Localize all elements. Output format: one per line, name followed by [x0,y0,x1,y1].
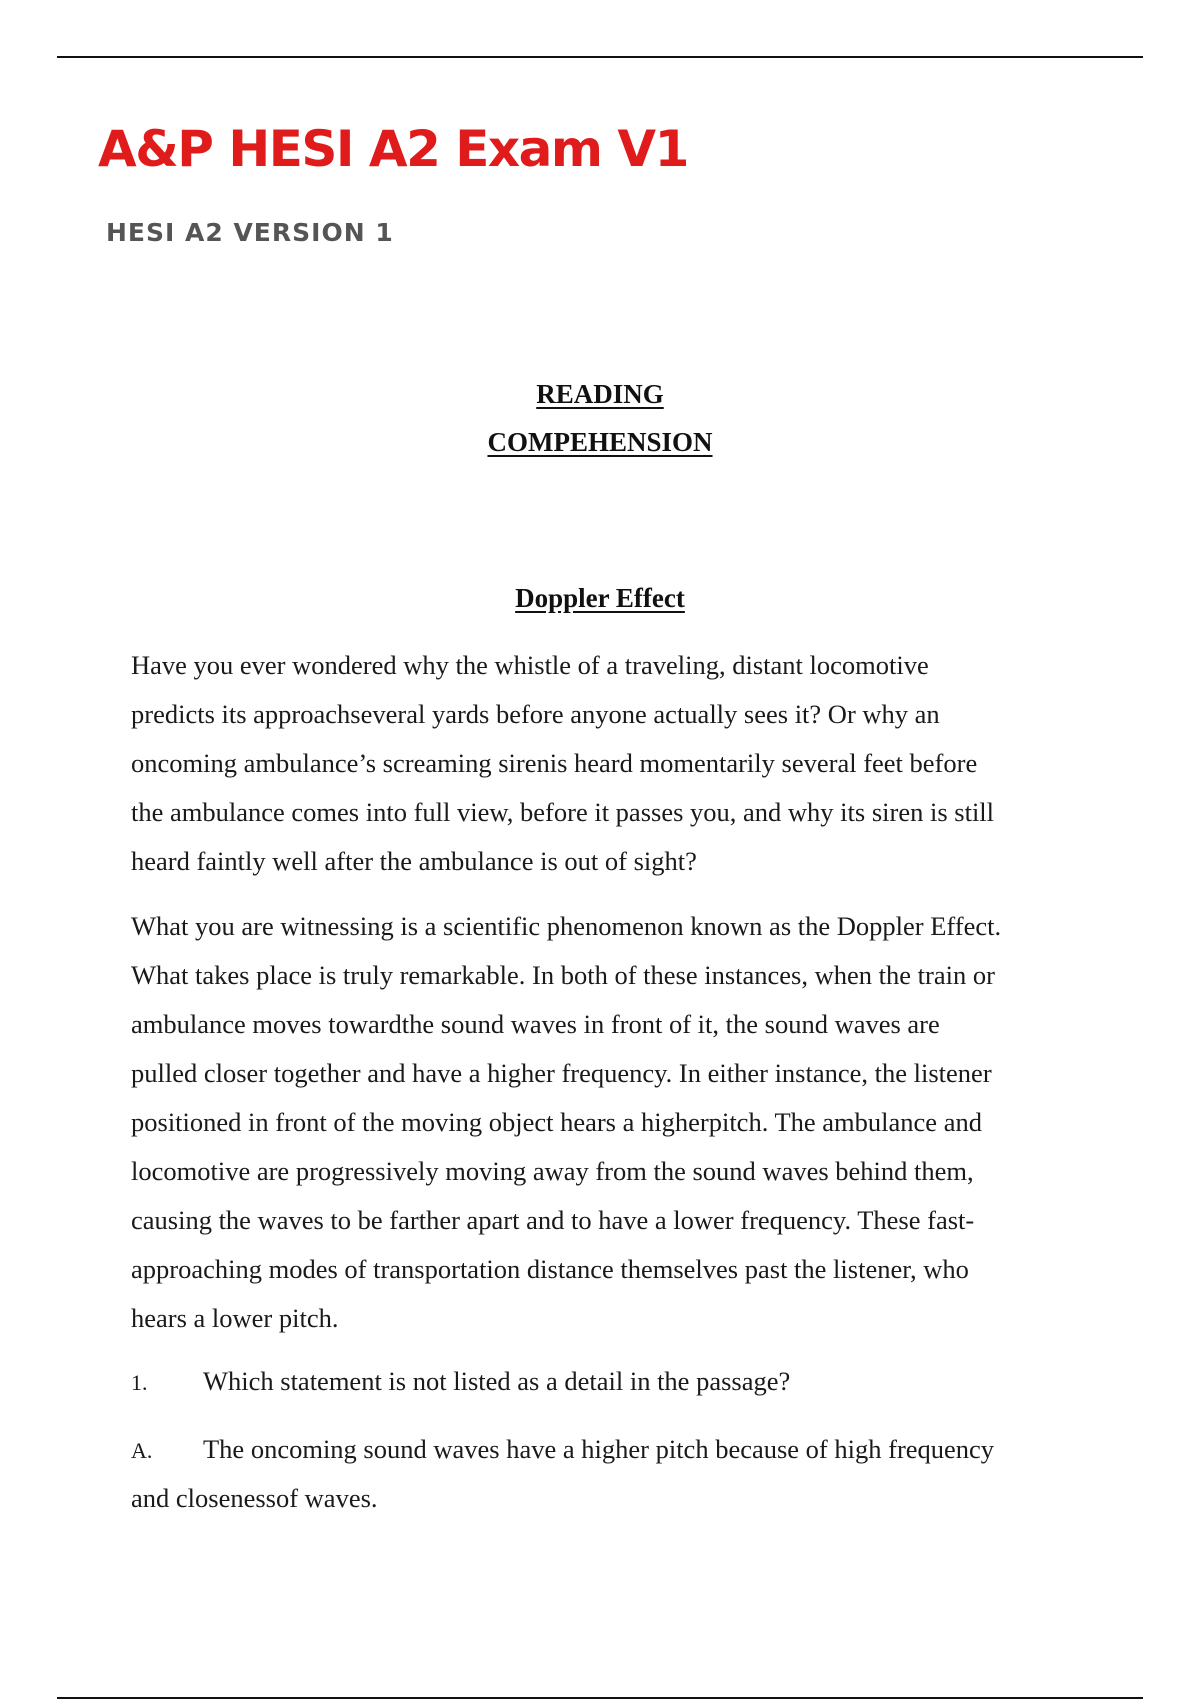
section-heading-line2: COMPEHENSION [487,427,713,457]
paragraph-2 [131,902,1091,1343]
option-letter: A. [131,1438,153,1463]
paragraph-line: positioned in front of the moving object hears a higherpitch. The ambulance and [131,1107,982,1137]
paragraph-line: pulled closer together and have a higher frequency. In either instance, the listener [131,1058,992,1088]
paragraph-line: Have you ever wondered why the whistle of a traveling, distant locomotive [131,650,929,680]
paragraph-line: What takes place is truly remarkable. In both of these instances, when the train or [131,960,995,990]
option-text-line2: and closenessof waves. [131,1483,378,1513]
answer-option-a [131,1425,994,1475]
paragraph-line: oncoming ambulance’s screaming sirenis heard momentarily several feet before [131,748,978,778]
paragraph-line: predicts its approachseveral yards before anyone actually sees it? Or why an [131,699,940,729]
bottom-rule [57,1697,1143,1699]
section-heading-line1: READING [536,379,664,409]
paragraph-1 [131,641,1091,886]
question-number: 1. [131,1370,148,1395]
paragraph-line: hears a lower pitch. [131,1303,339,1333]
document-title: A&P HESI A2 Exam V1 [98,120,688,178]
paragraph-line: heard faintly well after the ambulance is out of sight? [131,846,697,876]
passage-title: Doppler Effect [515,583,685,613]
question-1 [131,1357,790,1407]
paragraph-line: the ambulance comes into full view, before it passes you, and why its siren is still [131,797,995,827]
document-subtitle: HESI A2 VERSION 1 [106,218,394,247]
option-text-line1: The oncoming sound waves have a higher pitch because of high frequency [203,1434,995,1464]
paragraph-line: locomotive are progressively moving away from the sound waves behind them, [131,1156,974,1186]
paragraph-line: approaching modes of transportation distance themselves past the listener, who [131,1254,969,1284]
question-text: Which statement is not listed as a detail in the passage? [203,1366,791,1396]
paragraph-line: causing the waves to be farther apart and to have a lower frequency. These fast- [131,1205,975,1235]
top-rule [57,56,1143,58]
paragraph-line: What you are witnessing is a scientific phenomenon known as the Doppler Effect. [131,911,1002,941]
answer-option-a-continuation [131,1474,378,1523]
paragraph-line: ambulance moves towardthe sound waves in front of it, the sound waves are [131,1009,940,1039]
